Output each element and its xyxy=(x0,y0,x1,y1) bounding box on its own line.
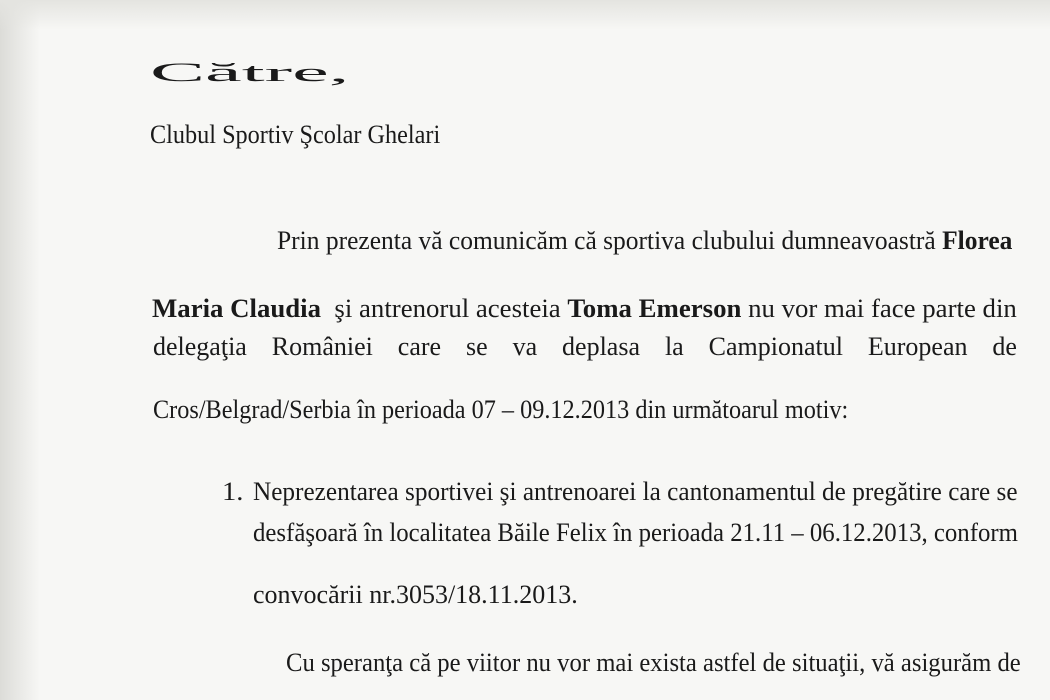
word: deplasa xyxy=(562,332,641,361)
addressee-line-1: Către, xyxy=(150,58,350,87)
word: la xyxy=(664,332,684,361)
scan-shadow-left xyxy=(0,0,40,700)
addressee-line-2: Clubul Sportiv Şcolar Ghelari xyxy=(150,120,441,149)
closing-line-1: Cu speranţa că pe viitor nu vor mai exista astfel de situaţii, vă asigurăm de xyxy=(286,648,1021,677)
word: de xyxy=(992,332,1017,361)
athlete-given-names: Maria Claudia xyxy=(152,294,322,323)
list-item-1-line-2: desfăşoară în localitatea Băile Felix în perioada 21.11 – 06.12.2013, conform xyxy=(253,518,1018,547)
word: României xyxy=(271,332,373,361)
athlete-surname: Florea xyxy=(942,226,1013,255)
word: European xyxy=(867,332,968,361)
paragraph-1-line-4: Cros/Belgrad/Serbia în perioada 07 – 09.12.2013 din următoarul motiv: xyxy=(153,395,849,424)
word: delegaţia xyxy=(153,332,247,361)
word: Campionatul xyxy=(708,332,843,361)
paragraph-1-line-2 xyxy=(152,294,1017,324)
paragraph-1-line-2-text-a: şi antrenorul acesteia xyxy=(334,294,561,323)
list-item-1-line-3: convocării nr.3053/18.11.2013. xyxy=(253,580,578,609)
paragraph-1-line-1 xyxy=(277,226,1012,256)
scan-shadow-top xyxy=(0,0,1050,30)
list-item-number: 1. xyxy=(222,477,244,506)
word: se xyxy=(465,332,488,361)
paragraph-1-line-3 xyxy=(153,332,1017,362)
list-item-1-line-1: Neprezentarea sportivei şi antrenoarei la cantonamentul de pregătire care se xyxy=(253,477,1018,506)
word: va xyxy=(512,332,538,361)
word: care xyxy=(397,332,442,361)
coach-name: Toma Emerson xyxy=(567,294,742,323)
paragraph-1-line-2-text-b: nu vor mai face parte din xyxy=(748,294,1017,323)
paragraph-1-line-1-text: Prin prezenta vă comunicăm că sportiva clubului dumneavoastră xyxy=(277,226,936,255)
